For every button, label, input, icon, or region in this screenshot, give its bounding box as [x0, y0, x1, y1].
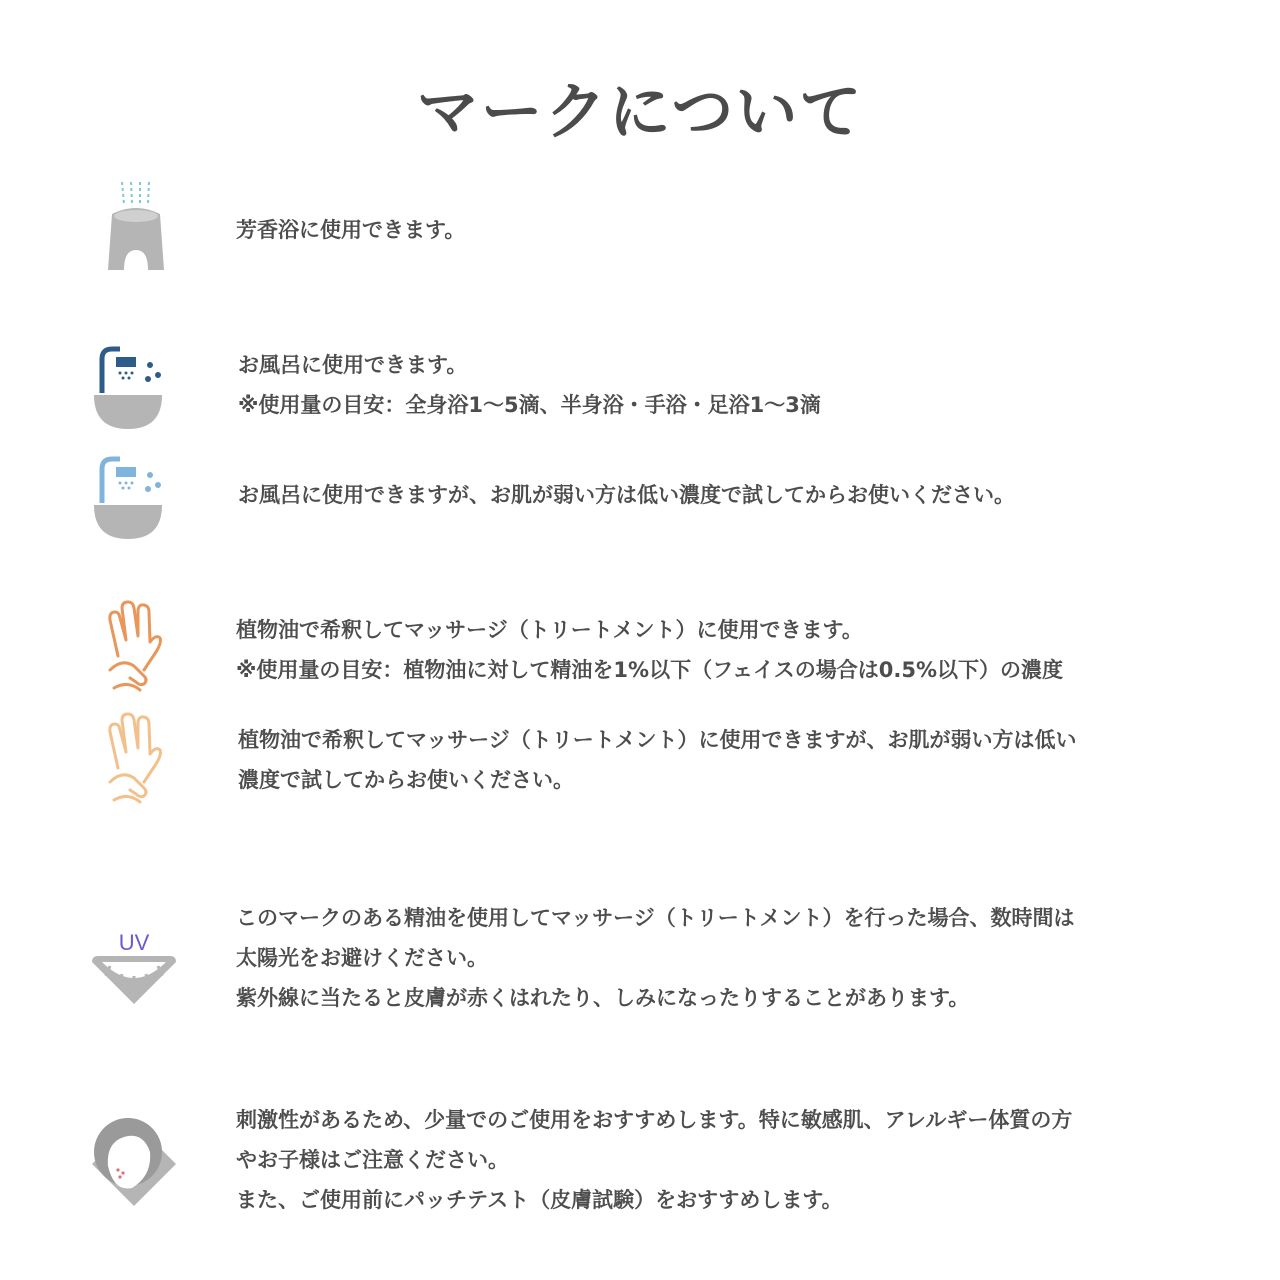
massage-hands-dark-icon [104, 600, 168, 692]
mark-3-text: お風呂に使用できますが、お肌が弱い方は低い濃度で試してからお使いください。 [238, 483, 1015, 507]
skin-irritation-face-icon [88, 1112, 180, 1212]
mark-6-text: このマークのある精油を使用してマッサージ（トリートメント）を行った場合、数時間は 太陽光をお避けください。 紫外線に当たると皮膚が赤くはれたり、しみになったりすることがあります。 [236, 906, 1075, 1010]
mark-2-text: お風呂に使用できます。 ※使用量の目安：全身浴1〜5滴、半身浴・手浴・足浴1〜3滴 [238, 353, 821, 417]
mark-4-text: 植物油で希釈してマッサージ（トリートメント）に使用できます。 ※使用量の目安：植物油に対して精油を1%以下（フェイスの場合は0.5%以下）の濃度 [236, 618, 1064, 682]
page-title: マークについて [416, 75, 864, 148]
bath-shower-dark-icon [92, 345, 168, 431]
mark-1-text: 芳香浴に使用できます。 [236, 218, 466, 242]
uv-icon-label: UV [118, 930, 150, 955]
uv-warning-icon [88, 920, 180, 1008]
mark-5-text: 植物油で希釈してマッサージ（トリートメント）に使用できますが、お肌が弱い方は低い 濃度で試してからお使いください。 [238, 728, 1077, 792]
aroma-diffuser-icon [100, 178, 172, 274]
bath-shower-light-icon [92, 455, 168, 541]
mark-7-text: 刺激性があるため、少量でのご使用をおすすめします。特に敏感肌、アレルギー体質の方 やお子様はご注意ください。 また、ご使用前にパッチテスト（皮膚試験）をおすすめします。 [236, 1108, 1073, 1212]
massage-hands-light-icon [104, 712, 168, 804]
